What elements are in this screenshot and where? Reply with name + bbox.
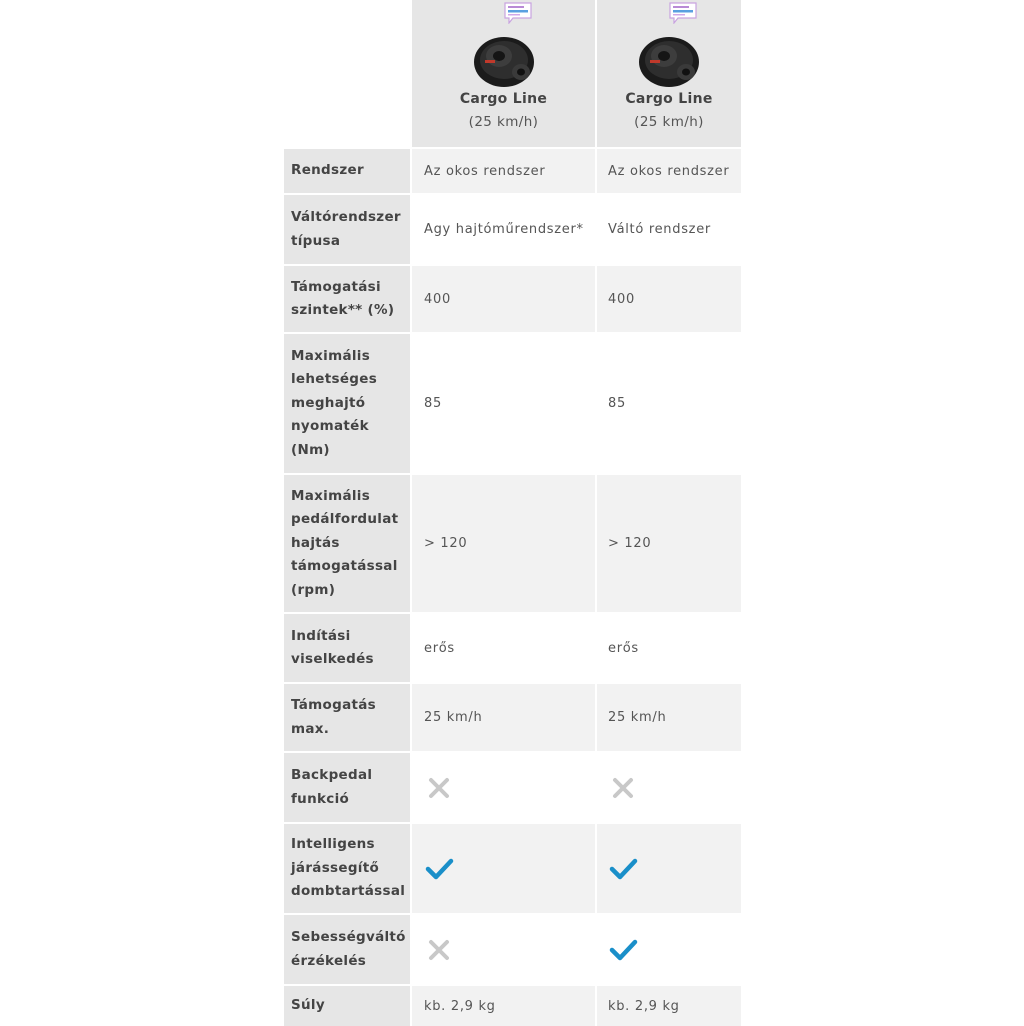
row-value-col-1 — [412, 915, 595, 984]
product-column-1 — [412, 0, 595, 147]
row-value-col-2 — [597, 753, 741, 822]
row-value-col-1 — [412, 753, 595, 822]
header-blank-cell — [284, 0, 410, 147]
table-row-jarassegito — [284, 824, 741, 913]
table-row-nyomatek — [284, 334, 741, 473]
row-label: Maximális pedálfordulat hajtás támogatással (rpm) — [284, 475, 410, 612]
table-row-pedalfordulat — [284, 475, 741, 612]
table-row-backpedal — [284, 753, 741, 822]
product-title: Cargo Line — [459, 91, 548, 107]
check-icon — [424, 854, 454, 884]
row-value-col-2: kb. 2,9 kg — [597, 986, 741, 1026]
row-label: Maximális lehetséges meghajtó nyomaték (Nm) — [284, 334, 410, 473]
row-label: Támogatás max. — [284, 684, 410, 751]
product-subtitle: (25 km/h) — [468, 114, 539, 130]
product-column-2 — [597, 0, 741, 147]
row-label: Támogatási szintek** (%) — [284, 266, 410, 332]
table-row-inditasi-viselkedes — [284, 614, 741, 682]
product-title: Cargo Line — [625, 91, 713, 107]
row-value-col-1: 400 — [412, 266, 595, 332]
product-subtitle: (25 km/h) — [634, 114, 704, 130]
check-icon — [608, 854, 638, 884]
row-value-col-1: Agy hajtóműrendszer* — [412, 195, 595, 264]
cross-icon — [424, 773, 454, 803]
table-row-rendszer — [284, 149, 741, 193]
row-value-col-1: kb. 2,9 kg — [412, 986, 595, 1026]
row-value-col-1: > 120 — [412, 475, 595, 612]
smart-system-badge-icon — [668, 2, 698, 24]
drive-unit-motor-icon — [636, 30, 702, 90]
row-label: Váltórendszer típusa — [284, 195, 410, 264]
row-value-col-2 — [597, 824, 741, 913]
row-value-col-2: erős — [597, 614, 741, 682]
table-row-suly — [284, 986, 741, 1026]
row-label: Indítási viselkedés — [284, 614, 410, 682]
row-value-col-2: Az okos rendszer — [597, 149, 741, 193]
comparison-table — [284, 0, 741, 1026]
check-icon — [608, 935, 638, 965]
row-value-col-2: 85 — [597, 334, 741, 473]
smart-system-badge-icon — [503, 2, 533, 24]
row-value-col-2: Váltó rendszer — [597, 195, 741, 264]
row-value-col-2: 400 — [597, 266, 741, 332]
row-label: Rendszer — [284, 149, 410, 193]
table-row-sebessegvalto-erzekeles — [284, 915, 741, 984]
row-label: Súly — [284, 986, 410, 1026]
row-label: Sebességváltó érzékelés — [284, 915, 410, 984]
table-row-tamogatasi-szintek — [284, 266, 741, 332]
row-value-col-2: > 120 — [597, 475, 741, 612]
table-header — [284, 0, 741, 147]
row-value-col-1: 85 — [412, 334, 595, 473]
row-label: Backpedal funkció — [284, 753, 410, 822]
row-value-col-2 — [597, 915, 741, 984]
cross-icon — [608, 773, 638, 803]
row-value-col-2: 25 km/h — [597, 684, 741, 751]
table-row-valtorendszer — [284, 195, 741, 264]
row-value-col-1: 25 km/h — [412, 684, 595, 751]
row-label: Intelligens járássegítő dombtartással — [284, 824, 410, 913]
row-value-col-1: Az okos rendszer — [412, 149, 595, 193]
table-row-tamogatas-max — [284, 684, 741, 751]
row-value-col-1 — [412, 824, 595, 913]
cross-icon — [424, 935, 454, 965]
drive-unit-motor-icon — [471, 30, 537, 90]
row-value-col-1: erős — [412, 614, 595, 682]
